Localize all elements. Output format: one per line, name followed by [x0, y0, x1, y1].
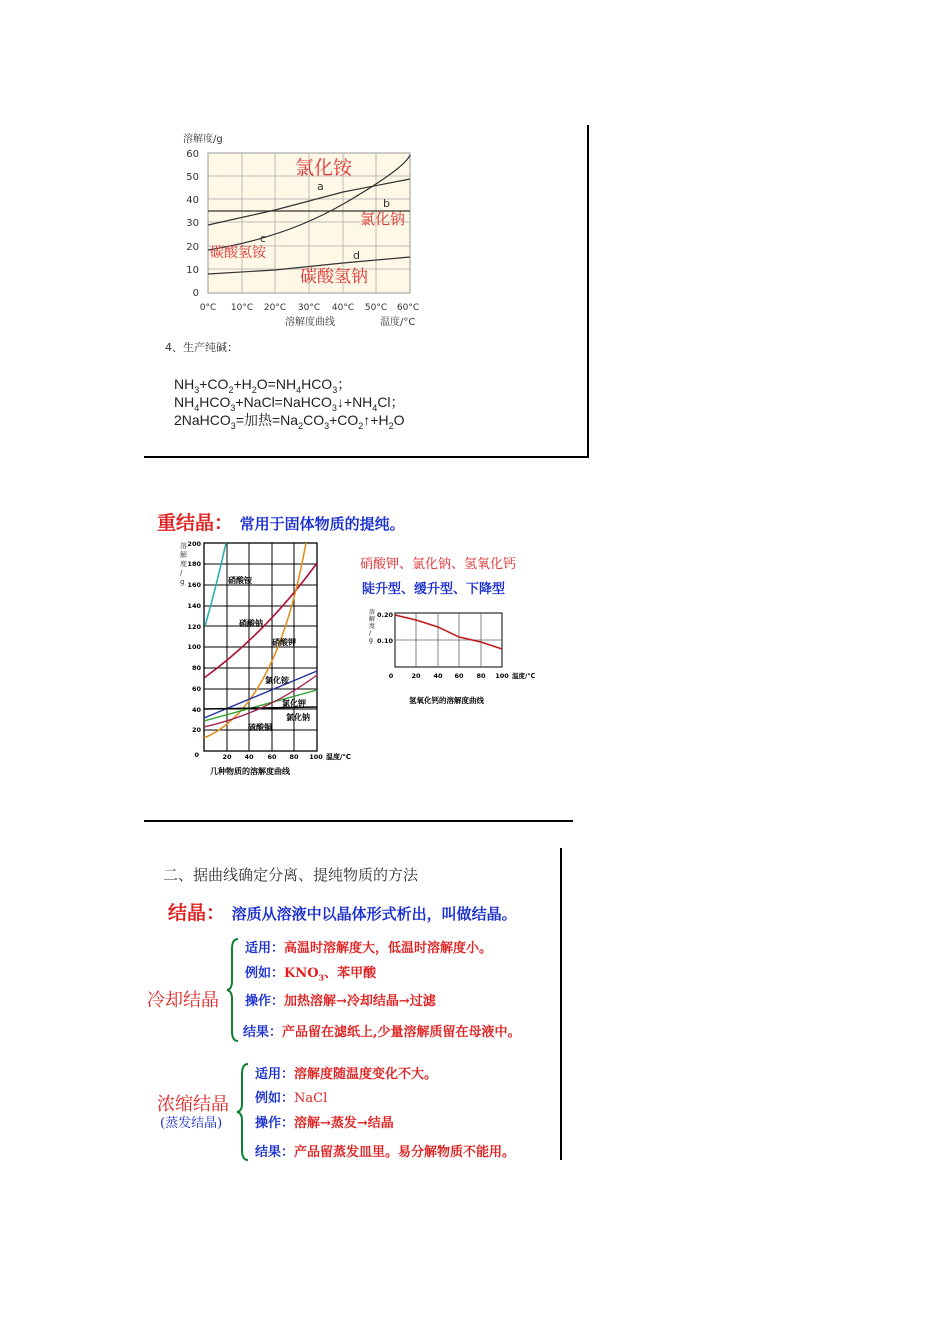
p2s-ytick-1: 0.10 — [376, 637, 393, 645]
cooling-row-operation — [245, 990, 436, 1009]
p2s-xtick-1: 20 — [411, 672, 421, 680]
curve-letter-d: d — [353, 249, 360, 262]
p2-xunit: 温度/℃ — [326, 753, 352, 761]
p2s-xunit: 温度/℃ — [512, 672, 536, 680]
p1-xtick-2: 20°C — [263, 303, 287, 313]
evap-row-applicable — [255, 1063, 437, 1082]
curve-letter-c: c — [260, 232, 267, 245]
p1-xunit: 温度/°C — [380, 317, 416, 328]
p1-ytick-1: 50 — [186, 172, 199, 183]
side-substances: 硝酸钾、氯化钠、氢氧化钙 — [360, 557, 517, 572]
evap-applicable-val: 溶解度随温度变化不大。 — [294, 1067, 438, 1082]
p2s-xtick-5: 100 — [495, 672, 509, 680]
p2-ytick-9: 20 — [191, 726, 201, 734]
p1-ytick-3: 30 — [186, 218, 199, 229]
panel2-bottom-border — [144, 820, 573, 822]
panel3-right-border — [560, 848, 562, 1160]
p2s-caption: 氢氧化钙的溶解度曲线 — [409, 696, 484, 705]
evap-row-result — [255, 1141, 515, 1160]
crystallization-definition — [168, 898, 517, 925]
evap-row-operation — [255, 1112, 394, 1131]
cooling-brace — [226, 937, 240, 1043]
p2-xtick-3: 80 — [289, 753, 299, 761]
cooling-operation-val: 加热溶解→冷却结晶→过滤 — [284, 994, 436, 1009]
p2-label-2: 硝酸钾 — [272, 638, 296, 647]
p2-ytick-1: 180 — [187, 560, 201, 568]
curve-letter-b: b — [383, 197, 390, 210]
p2s-xtick-0: 0 — [388, 672, 394, 680]
p2-xtick-0: 20 — [222, 753, 232, 761]
p2-xtick-4: 100 — [309, 753, 323, 761]
recrystallization-key: 重结晶： — [157, 512, 234, 534]
side-curve-types: 陡升型、缓升型、下降型 — [362, 582, 506, 597]
cooling-row-applicable — [245, 937, 492, 956]
p1-xtick-6: 60°C — [396, 303, 420, 313]
panel2-caoh2-chart — [365, 605, 545, 715]
cooling-result-val: 产品留在滤纸上,少量溶解质留在母液中。 — [282, 1025, 521, 1040]
equation-3: 2NaHCO$_3$=加热$=Na_2CO_3+CO_2↑+H_2O$ — [174, 412, 405, 431]
p2-ytick-3: 140 — [187, 602, 201, 610]
crystallization-desc: 溶质从溶液中以晶体形式析出，叫做结晶。 — [231, 905, 517, 923]
p2s-xtick-2: 40 — [433, 672, 443, 680]
p2s-ytick-0: 0.20 — [376, 611, 393, 619]
evap-example-key: 例如： — [255, 1091, 295, 1106]
cooling-example-val: $KNO_3$、苯甲酸 — [284, 966, 377, 983]
cooling-row-example — [245, 962, 376, 983]
p2-ytick-8: 40 — [191, 706, 201, 714]
p2-label-3: 氯化铵 — [265, 676, 289, 685]
label-nh4cl: 氯化铵 — [295, 157, 353, 179]
p2-ytick-0: 200 — [187, 540, 201, 548]
evap-operation-val: 溶解→蒸发→结晶 — [294, 1116, 394, 1131]
p2-label-0: 硝酸铵 — [228, 576, 252, 585]
evap-crystallization-name: 浓缩结晶 — [157, 1094, 229, 1115]
p2-small-ylabel: 溶解度/ g — [369, 609, 376, 644]
p2-ytick-5: 100 — [187, 643, 201, 651]
curve-letter-a: a — [317, 180, 324, 193]
p2-ytick-7: 60 — [191, 685, 201, 693]
evap-operation-key: 操作： — [255, 1116, 295, 1131]
p2-label-5: 氯化钠 — [286, 713, 310, 722]
evap-brace — [236, 1062, 250, 1162]
cooling-applicable-val: 高温时溶解度大，低温时溶解度小。 — [284, 941, 493, 956]
p1-xtick-1: 10°C — [230, 303, 254, 313]
evap-result-key: 结果： — [255, 1145, 295, 1160]
p1-xtick-0: 0°C — [199, 303, 217, 313]
panel1-right-border — [587, 125, 589, 458]
equation-2: $NH_4HCO_3+NaCl=NaHCO_3↓+NH_4Cl$； — [174, 394, 405, 413]
p1-ytick-6: 0 — [192, 288, 199, 299]
panel2-multi-solubility-chart — [176, 538, 366, 783]
p2s-xtick-4: 80 — [476, 672, 486, 680]
label-nh4hco3: 碳酸氢铵 — [210, 245, 266, 261]
evap-applicable-key: 适用： — [255, 1067, 295, 1082]
crystallization-key: 结晶： — [168, 902, 226, 924]
p2-ytick-10: 0 — [194, 751, 199, 759]
cooling-crystallization-name: 冷却结晶 — [147, 990, 219, 1011]
cooling-operation-key: 操作： — [245, 994, 285, 1009]
equation-1: $NH_3+CO_2+H_2O=NH_4HCO_3$； — [174, 376, 352, 395]
p1-ytick-2: 40 — [186, 195, 199, 206]
label-nacl: 氯化钠 — [360, 210, 406, 228]
cooling-applicable-key: 适用： — [245, 941, 285, 956]
p2-xtick-1: 40 — [244, 753, 254, 761]
evap-example-val: NaCl — [294, 1091, 328, 1106]
p2-ytick-4: 120 — [187, 623, 201, 631]
evap-crystallization-sub: (蒸发结晶) — [160, 1116, 223, 1131]
p1-ytick-0: 60 — [186, 149, 199, 160]
p2-ytick-6: 80 — [191, 664, 201, 672]
p2-label-6: 硫酸铜 — [248, 723, 272, 732]
cooling-example-key: 例如： — [245, 966, 285, 981]
p1-ytick-4: 20 — [186, 242, 199, 253]
recrystallization-title — [157, 508, 405, 535]
p1-xtick-4: 40°C — [331, 303, 355, 313]
panel1-bottom-border — [144, 456, 589, 458]
cooling-row-result — [243, 1021, 521, 1040]
p2-caption: 几种物质的溶解度曲线 — [210, 767, 290, 776]
evap-result-val: 产品留蒸发皿里。易分解物质不能用。 — [294, 1145, 516, 1160]
p1-xtick-5: 50°C — [364, 303, 388, 313]
panel1-solubility-chart — [175, 128, 435, 333]
recrystallization-desc: 常用于固体物质的提纯。 — [239, 515, 405, 533]
p1-xtick-3: 30°C — [297, 303, 321, 313]
p2-label-1: 硝酸钠 — [239, 619, 263, 628]
panel1-section-title: 4、生产纯碱： — [165, 341, 238, 354]
p2-ylabel-chars: 溶解度/ g — [180, 542, 187, 586]
label-nahco3: 碳酸氢钠 — [300, 267, 368, 287]
p1-xcaption: 溶解度曲线 — [285, 317, 335, 328]
panel1-ylabel: 溶解度/g — [183, 134, 223, 145]
cooling-result-key: 结果： — [243, 1025, 283, 1040]
p2-label-4: 氯化钾 — [282, 699, 306, 708]
p2-ytick-2: 160 — [187, 581, 201, 589]
p1-ytick-5: 10 — [186, 265, 199, 276]
p2-xtick-2: 60 — [267, 753, 277, 761]
p2s-xtick-3: 60 — [454, 672, 464, 680]
evap-row-example — [255, 1087, 327, 1106]
panel3-heading: 二、据曲线确定分离、提纯物质的方法 — [163, 866, 419, 884]
